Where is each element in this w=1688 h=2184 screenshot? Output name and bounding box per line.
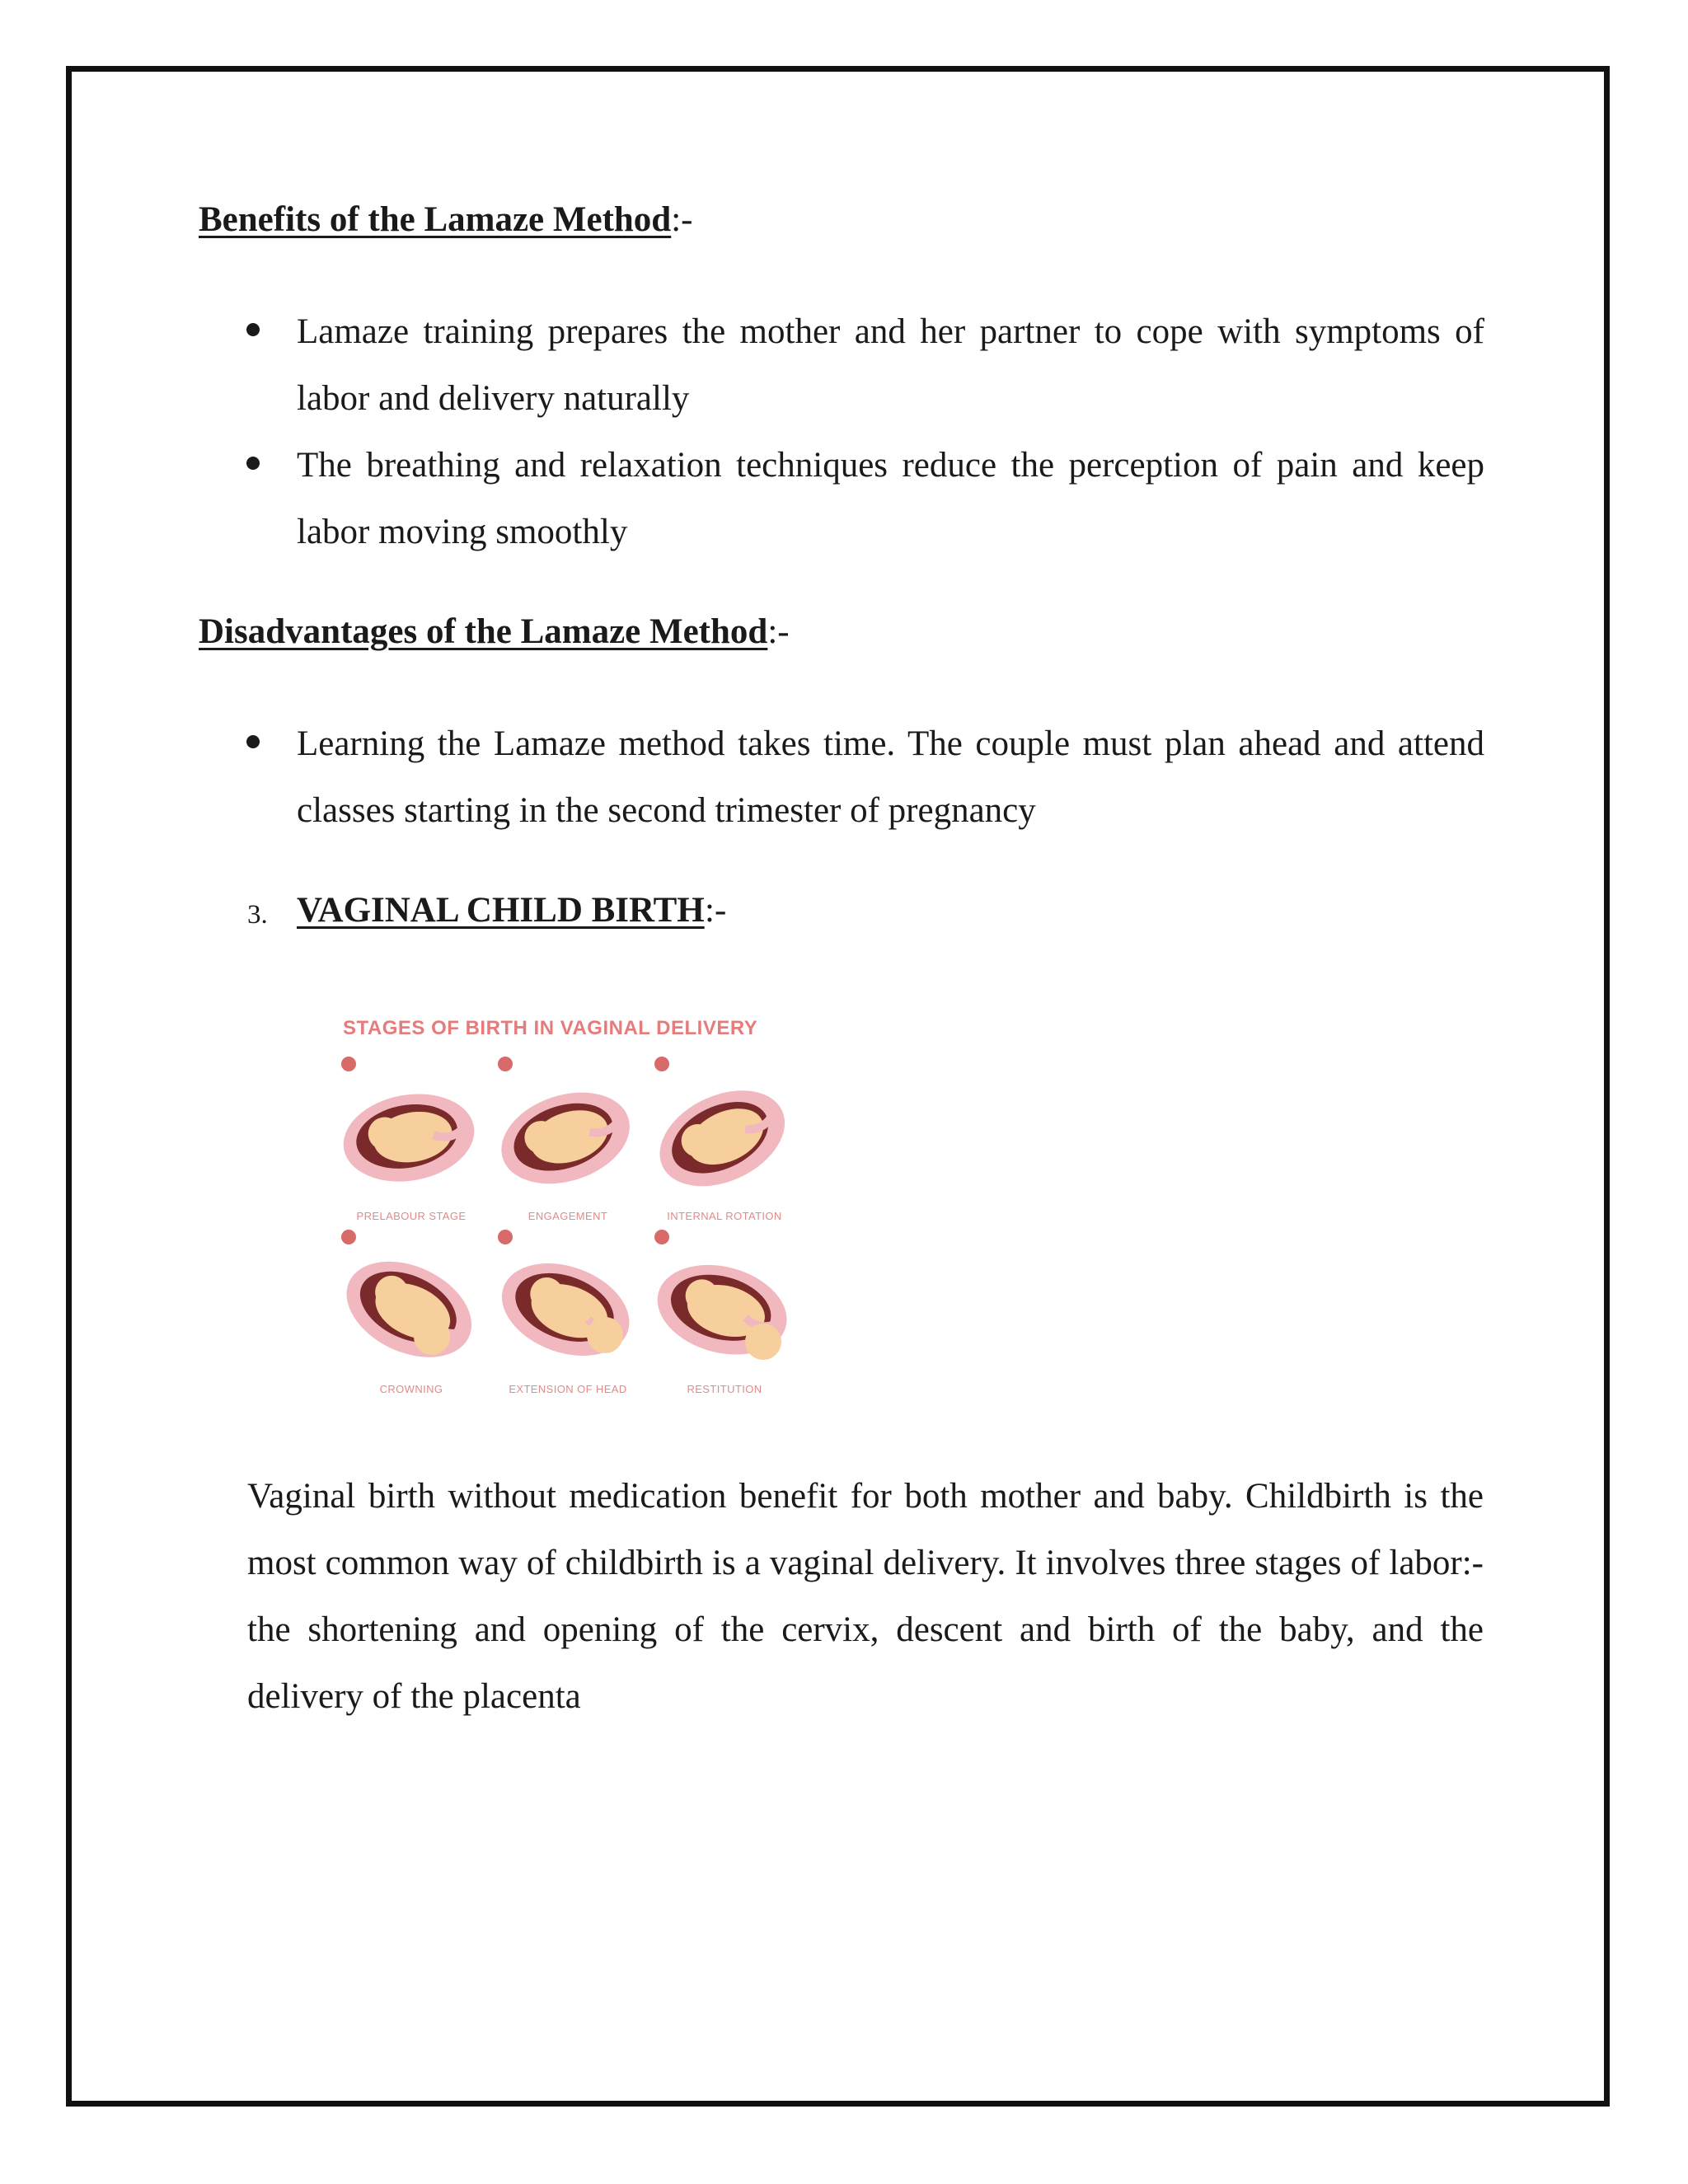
list-item: [199, 710, 1484, 844]
disadvantages-heading-text: Disadvantages of the Lamaze Method: [199, 612, 768, 651]
figure-title: STAGES OF BIRTH IN VAGINAL DELIVERY: [343, 1017, 758, 1039]
section-title-suffix: :-: [705, 891, 727, 930]
list-item: [199, 432, 1484, 565]
stage-number-icon: [341, 1057, 356, 1071]
stage-caption: ENGAGEMENT: [528, 1210, 608, 1222]
section-title: VAGINAL CHILD BIRTH: [297, 891, 705, 930]
uterus-baby-icon: [335, 1071, 488, 1203]
disadvantages-item-text: Learning the Lamaze method takes time. The couple must plan ahead and attend classes starting in the second trimester of pregnancy: [297, 724, 1484, 830]
stage-caption: INTERNAL ROTATION: [667, 1210, 782, 1222]
stage-caption: PRELABOUR STAGE: [356, 1210, 467, 1222]
stage-1: [335, 1057, 488, 1230]
uterus-baby-icon: [335, 1244, 488, 1376]
uterus-baby-icon: [648, 1071, 801, 1203]
uterus-baby-icon: [491, 1244, 645, 1376]
benefits-list: [199, 298, 1484, 565]
section-number: 3.: [247, 900, 268, 930]
stage-number-icon: [498, 1057, 513, 1071]
uterus-baby-icon: [648, 1244, 801, 1376]
stage-number-icon: [498, 1230, 513, 1244]
benefits-heading-text: Benefits of the Lamaze Method: [199, 200, 672, 239]
stage-caption: RESTITUTION: [687, 1383, 762, 1395]
stage-number-icon: [654, 1230, 669, 1244]
bullet-icon: [246, 735, 260, 748]
stage-4: [335, 1230, 488, 1403]
benefits-item-text: Lamaze training prepares the mother and her partner to cope with symptoms of labor and delivery naturally: [297, 312, 1484, 418]
stage-number-icon: [654, 1057, 669, 1071]
stage-6: [648, 1230, 801, 1403]
bullet-icon: [246, 323, 260, 336]
stage-caption: EXTENSION OF HEAD: [509, 1383, 627, 1395]
list-item: [199, 298, 1484, 432]
birth-stages-figure: [326, 1007, 809, 1399]
stage-5: [491, 1230, 645, 1403]
uterus-baby-icon: [491, 1071, 645, 1203]
benefits-heading-suffix: :-: [671, 200, 693, 239]
disadvantages-heading: [199, 612, 790, 652]
stage-caption: CROWNING: [379, 1383, 443, 1395]
stage-3: [648, 1057, 801, 1230]
disadvantages-list: [199, 710, 1484, 844]
benefits-heading: [199, 199, 693, 240]
stage-2: [491, 1057, 645, 1230]
disadvantages-heading-suffix: :-: [767, 612, 790, 651]
body-paragraph: Vaginal birth without medication benefit for both mother and baby. Childbirth is the most common way of childbirth is a vaginal delivery. It involves three stages of labor:- the shortening and opening of the cervix, descent and birth of the baby, and the delivery of the placenta: [247, 1477, 1484, 1716]
bullet-icon: [246, 457, 260, 470]
benefits-item-text: The breathing and relaxation techniques reduce the perception of pain and keep labor moving smoothly: [297, 446, 1484, 551]
stage-number-icon: [341, 1230, 356, 1244]
